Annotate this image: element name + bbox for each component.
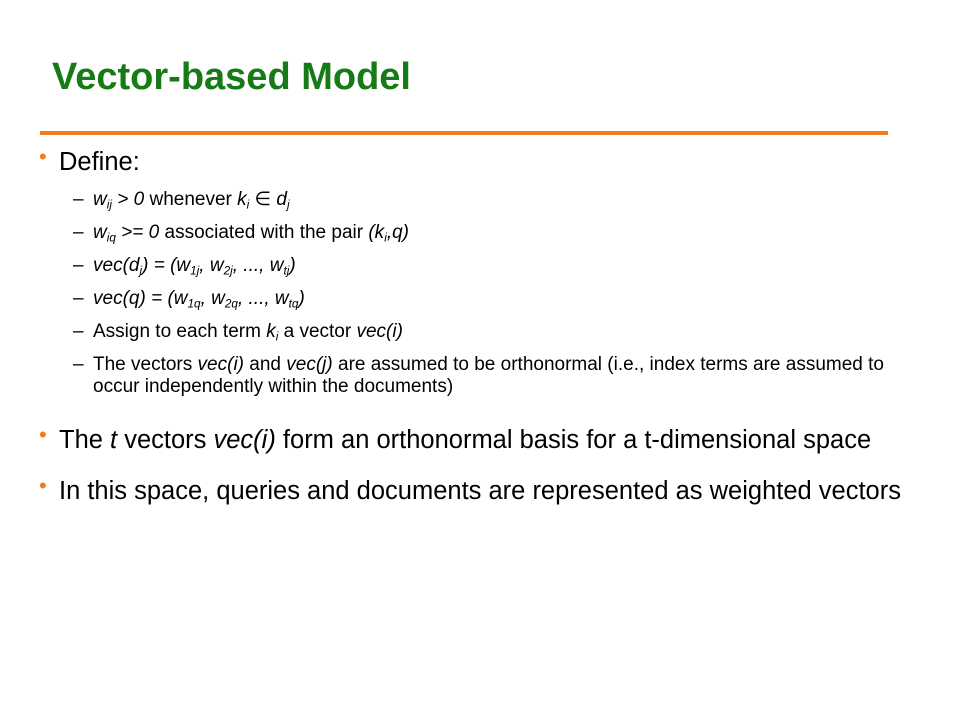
dash-marker: –	[73, 321, 84, 342]
bullet-dot: •	[39, 422, 47, 447]
slide-title: Vector-based Model	[52, 56, 411, 98]
dash-marker: –	[73, 354, 84, 375]
sub-item-text: $w_{ij} > 0$ whenever $k_i$ ∈ $d_j$	[93, 189, 290, 212]
bullet-text: In this space, queries and documents are represented as weighted vectors	[59, 477, 901, 505]
sub-item	[38, 222, 910, 244]
sub-item-text: Assign to each term $k_i$ a vector vec(i)	[93, 321, 403, 344]
dash-marker: –	[73, 222, 84, 243]
sub-item-text: $vec(q) = (w_{1q}$, $w_{2q}$, ..., $w_{tq}$)	[93, 288, 305, 311]
define-sublist	[38, 189, 910, 398]
sub-item	[38, 255, 910, 277]
sub-item	[38, 288, 910, 310]
bullet-text: The t vectors vec(i) form an orthonormal basis for a t-dimensional space	[59, 426, 872, 454]
bullet-define	[38, 146, 910, 178]
sub-item	[38, 189, 910, 211]
slide-content	[38, 146, 910, 507]
sub-item-text: $w_{iq} >= 0$ associated with the pair $(k_i,q)$	[93, 222, 409, 245]
title-divider	[40, 131, 888, 135]
sub-item	[38, 321, 910, 343]
dash-marker: –	[73, 189, 84, 210]
dash-marker: –	[73, 288, 84, 309]
bullet-label: Define:	[59, 148, 140, 176]
bullet-dot: •	[39, 473, 47, 498]
sub-item-text: The vectors vec(i) and vec(j) are assumed to be orthonormal (i.e., index terms are assumed to occur independently within the documents)	[93, 354, 884, 397]
bullet-space	[38, 475, 910, 507]
sub-item	[38, 354, 910, 398]
dash-marker: –	[73, 255, 84, 276]
bullet-dot: •	[39, 144, 47, 169]
bullet-basis	[38, 424, 910, 456]
sub-item-text: $vec(d_j) = (w_{1j}$, $w_{2j}$, ..., $w_{tj}$)	[93, 255, 296, 278]
